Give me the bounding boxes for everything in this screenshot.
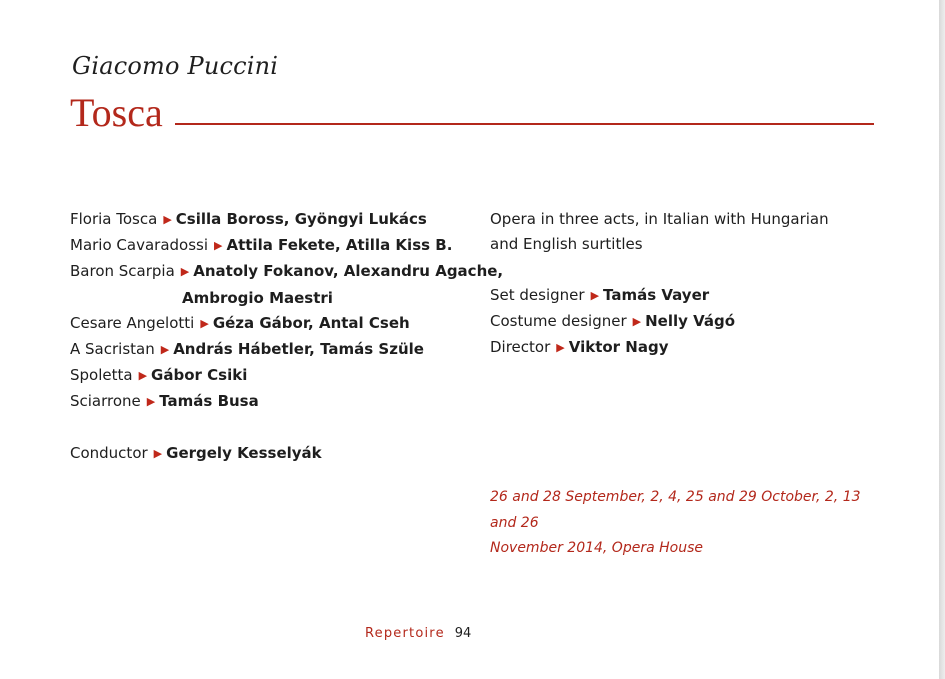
cast-row-cavaradossi bbox=[70, 233, 465, 259]
arrow-right-icon: ▶ bbox=[214, 239, 223, 253]
title-rule bbox=[175, 123, 874, 125]
role-label: Spoletta bbox=[70, 366, 133, 385]
cast-row-sciarrone bbox=[70, 389, 465, 415]
arrow-right-icon: ▶ bbox=[200, 316, 209, 330]
arrow-right-icon: ▶ bbox=[153, 446, 163, 460]
arrow-right-icon: ▶ bbox=[146, 395, 156, 409]
arrow-right-icon: ▶ bbox=[138, 369, 148, 383]
performer-names-continued: Ambrogio Maestri bbox=[182, 288, 333, 307]
arrow-right-icon: ▶ bbox=[160, 343, 170, 357]
arrow-right-icon: ▶ bbox=[556, 341, 565, 354]
performer-names: Géza Gábor, Antal Cseh bbox=[212, 313, 410, 332]
role-label: Conductor bbox=[70, 443, 148, 462]
role-label: Director bbox=[490, 338, 551, 356]
dates-line: November 2014, Opera House bbox=[490, 540, 703, 556]
description-line: and English surtitles bbox=[490, 235, 643, 254]
dates-line: 26 and 28 September, 2, 4, 25 and 29 October, 2, 13 and 26 bbox=[490, 489, 861, 531]
footer-section-label: Repertoire bbox=[365, 626, 445, 641]
crew-row-costume-designer bbox=[490, 309, 870, 335]
role-label: Cesare Angelotti bbox=[70, 313, 195, 332]
description-line: Opera in three acts, in Italian with Hungarian bbox=[490, 210, 829, 228]
composer-name: Giacomo Puccini bbox=[72, 52, 279, 80]
conductor-name: Gergely Kesselyák bbox=[166, 443, 322, 462]
cast-column bbox=[70, 207, 504, 467]
crew-name: Tamás Vayer bbox=[603, 285, 710, 304]
performer-names: Anatoly Fokanov, Alexandru Agache, bbox=[193, 262, 504, 281]
performance-dates bbox=[490, 485, 870, 562]
production-column bbox=[490, 207, 870, 361]
page-number: 94 bbox=[454, 626, 472, 641]
role-label: Set designer bbox=[490, 285, 585, 304]
performer-names: András Hábetler, Tamás Szüle bbox=[173, 340, 424, 359]
performer-names: Gábor Csiki bbox=[151, 366, 248, 385]
cast-row-scarpia bbox=[70, 259, 504, 310]
arrow-right-icon: ▶ bbox=[632, 314, 642, 328]
crew-name: Nelly Vágó bbox=[645, 311, 736, 330]
role-label: Sciarrone bbox=[70, 392, 141, 411]
page-edge-shadow bbox=[939, 0, 945, 679]
crew-row-set-designer bbox=[490, 283, 870, 309]
cast-row-spoletta bbox=[70, 363, 465, 389]
spacer bbox=[490, 257, 870, 282]
arrow-right-icon: ▶ bbox=[163, 213, 172, 226]
role-label: Baron Scarpia bbox=[70, 262, 175, 281]
role-label: Floria Tosca bbox=[70, 210, 158, 228]
conductor-row bbox=[70, 441, 465, 467]
cast-row-angelotti bbox=[70, 311, 465, 337]
spacer bbox=[70, 416, 465, 441]
crew-row-director bbox=[490, 335, 870, 361]
crew-name: Viktor Nagy bbox=[568, 338, 669, 356]
arrow-right-icon: ▶ bbox=[180, 265, 190, 279]
cast-row-sacristan bbox=[70, 337, 465, 363]
cast-row-tosca bbox=[70, 207, 465, 233]
role-label: Mario Cavaradossi bbox=[70, 236, 209, 255]
opera-title: Tosca bbox=[70, 90, 163, 135]
performer-names: Csilla Boross, Gyöngyi Lukács bbox=[175, 210, 427, 228]
performer-names: Attila Fekete, Atilla Kiss B. bbox=[226, 236, 453, 255]
role-label: Costume designer bbox=[490, 311, 627, 330]
arrow-right-icon: ▶ bbox=[590, 288, 600, 302]
page-footer bbox=[365, 626, 471, 641]
role-label: A Sacristan bbox=[70, 340, 155, 359]
performer-names: Tamás Busa bbox=[159, 392, 259, 411]
